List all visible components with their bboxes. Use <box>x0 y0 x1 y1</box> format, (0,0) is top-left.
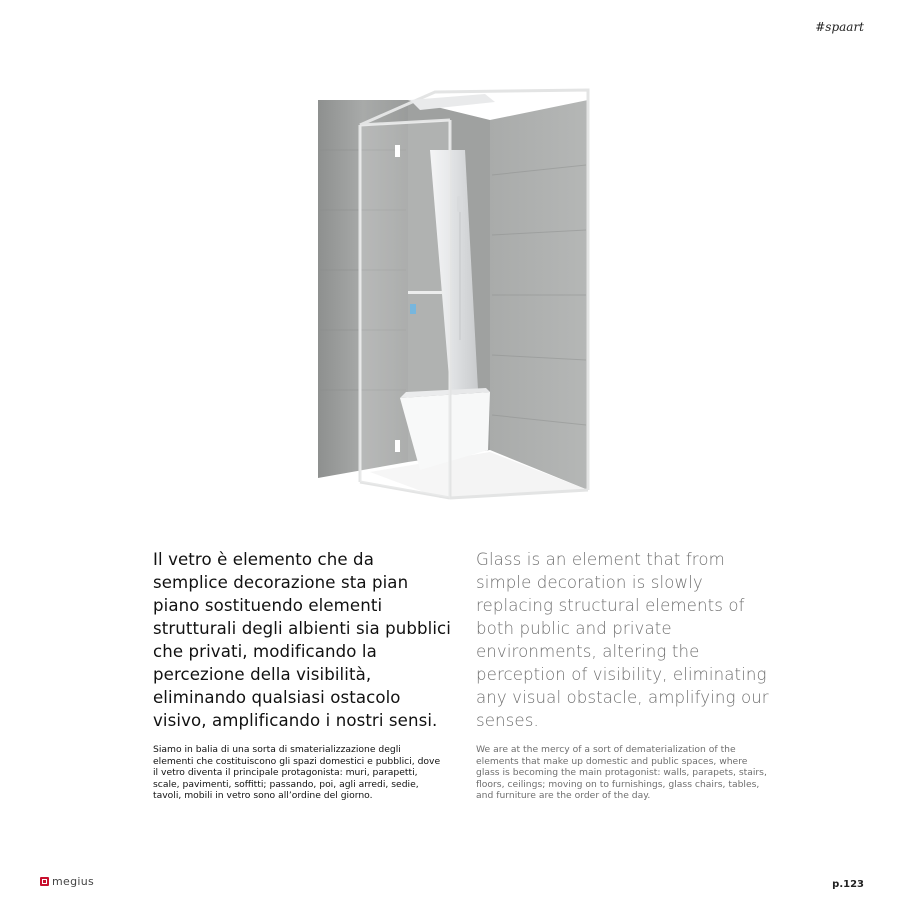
megius-logo <box>40 875 94 888</box>
english-lead-text: Glass is an element that from simple decoration is slowly replacing structural elements of both public and private environments, altering the perception of visibility, eliminating any visual obstacle, amplifying our senses. <box>476 550 769 730</box>
italian-lead-text: Il vetro è elemento che da semplice decorazione sta pian piano sostituendo elementi strutturali degli albienti sia pubblici che privati, modificando la percezione della visibilità, eliminando qualsiasi ostacolo visivo, amplificando i nostri sensi. <box>153 550 451 730</box>
shower-cabin-image <box>300 80 600 500</box>
italian-column <box>153 548 453 802</box>
megius-logo-icon <box>40 877 49 886</box>
english-column <box>476 548 776 802</box>
page-number: p.123 <box>832 879 864 890</box>
italian-body-text: Siamo in balia di una sorta di smaterializzazione degli elementi che costituiscono gli spazi domestici e pubblici, dove il vetro diventa il principale protagonista: muri, parapetti, scale, pavimenti, soffitti; passando, poi, agli arredi, sedie, tavoli, mobili in vetro sono all’ordine del giorno. <box>153 744 441 802</box>
shower-cabin-illustration <box>300 80 600 500</box>
english-body-text: We are at the mercy of a sort of dematerialization of the elements that make up domestic and public spaces, where glass is becoming the main protagonist: walls, parapets, stairs, floors, ceilings; moving on to furnishings, glass chairs, tables, and furniture are the order of the day. <box>476 744 767 802</box>
hashtag-label: #spaart <box>815 20 864 34</box>
brand-name: megius <box>52 875 95 888</box>
